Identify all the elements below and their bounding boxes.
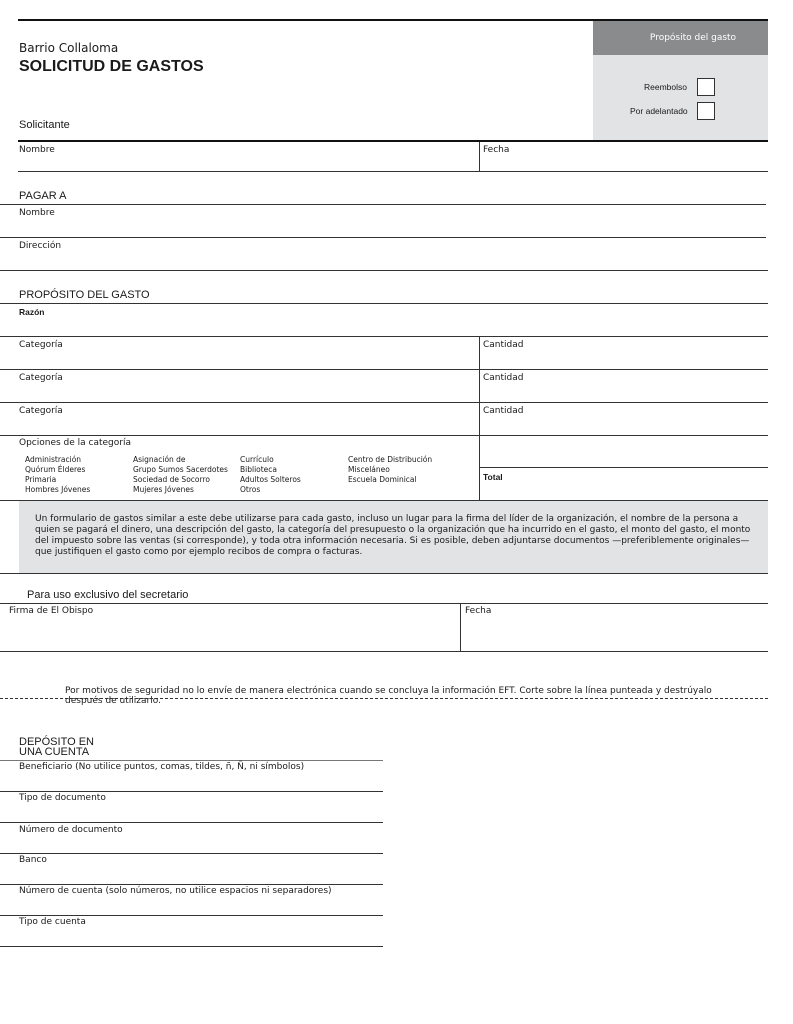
adelantado-label: Por adelantado xyxy=(630,106,688,116)
security-note: Por motivos de seguridad no lo envíe de manera electrónica cuando se concluya la información EFT. Corte sobre la línea punteada y destrúyalo después de utilizarlo. xyxy=(65,686,712,706)
tipo-documento-field[interactable]: Tipo de documento xyxy=(19,793,106,803)
cantidad-field-1[interactable]: Cantidad xyxy=(483,340,524,350)
cantidad-field-2[interactable]: Cantidad xyxy=(483,373,524,383)
option-item: Centro de Distribución xyxy=(348,455,433,464)
deposito-rule xyxy=(0,760,383,761)
deposito-field-rule xyxy=(0,915,383,916)
pagar-a-direccion-field[interactable]: Dirección xyxy=(19,241,62,251)
requester-nombre-field[interactable]: Nombre xyxy=(19,145,55,155)
categoria-field-2[interactable]: Categoría xyxy=(19,373,63,383)
deposito-heading-line2: UNA CUENTA xyxy=(19,746,90,758)
categoria-field-3[interactable]: Categoría xyxy=(19,406,63,416)
purpose-box-title: Propósito del gasto xyxy=(649,33,737,43)
pagar-a-nombre-field[interactable]: Nombre xyxy=(19,208,55,218)
option-item: Biblioteca xyxy=(240,465,278,474)
option-item: Sociedad de Socorro xyxy=(133,475,210,484)
solicitante-heading: Solicitante xyxy=(19,119,70,131)
secretario-rule xyxy=(0,603,768,604)
secretario-fecha-field[interactable]: Fecha xyxy=(465,606,492,616)
beneficiario-field[interactable]: Beneficiario (No utilice puntos, comas, tildes, ñ, Ñ, ni símbolos) xyxy=(19,762,305,772)
categoria-rule-1 xyxy=(0,369,768,370)
option-item: Otros xyxy=(240,485,261,494)
pagar-a-heading: PAGAR A xyxy=(19,190,67,202)
option-item: Adultos Solteros xyxy=(240,475,301,484)
options-column-3 xyxy=(240,455,301,495)
requester-bottom-rule xyxy=(18,171,768,172)
requester-divider xyxy=(479,142,480,172)
options-column-4 xyxy=(348,455,432,485)
deposito-field-rule xyxy=(0,822,383,823)
deposito-field-rule xyxy=(0,946,383,947)
adelantado-checkbox[interactable] xyxy=(697,102,715,120)
option-item: Primaria xyxy=(25,475,57,484)
page-title: SOLICITUD DE GASTOS xyxy=(19,58,204,75)
razon-field[interactable]: Razón xyxy=(19,307,45,317)
notice-bottom-rule xyxy=(0,573,768,574)
razon-rule xyxy=(0,336,768,337)
option-item: Administración xyxy=(25,455,82,464)
secretario-divider xyxy=(460,603,461,651)
pagar-a-direccion-rule xyxy=(0,270,768,271)
deposito-field-rule xyxy=(0,853,383,854)
options-column-2 xyxy=(133,455,228,495)
options-column-1 xyxy=(25,455,90,495)
option-item: Escuela Dominical xyxy=(348,475,417,484)
pagar-a-rule xyxy=(0,204,766,205)
proposito-heading: PROPÓSITO DEL GASTO xyxy=(19,289,150,301)
deposito-field-rule xyxy=(0,791,383,792)
cantidad-field-3[interactable]: Cantidad xyxy=(483,406,524,416)
option-item: Hombres Jóvenes xyxy=(25,485,91,494)
opciones-label: Opciones de la categoría xyxy=(19,438,131,448)
deposito-field-rule xyxy=(0,884,383,885)
option-item: Misceláneo xyxy=(348,465,390,474)
tipo-cuenta-field[interactable]: Tipo de cuenta xyxy=(19,917,86,927)
pagar-a-nombre-rule xyxy=(0,237,766,238)
numero-documento-field[interactable]: Número de documento xyxy=(19,825,123,835)
option-item: Asignación de xyxy=(133,455,186,464)
numero-cuenta-field[interactable]: Número de cuenta (solo números, no utilice espacios ni separadores) xyxy=(19,886,332,896)
cut-line xyxy=(0,698,768,699)
notice-text: Un formulario de gastos similar a este debe utilizarse para cada gasto, incluso un lugar para la firma del líder de la organización, el nombre de la persona a quien se pagará el dinero, una descripción del gasto, la categoría del presupuesto o la organización que ha incurrido en el gasto, el monto del gasto, el monto del impuesto sobre las ventas (si corresponde), y toda otra información necesaria. Si es posible, deben adjuntarse documentos —preferiblemente originales— que justifiquen el gasto como por ejemplo recibos de compra o facturas. xyxy=(35,514,751,557)
option-item: Currículo xyxy=(240,455,274,464)
secretario-heading: Para uso exclusivo del secretario xyxy=(27,589,189,601)
categoria-rule-3 xyxy=(0,435,768,436)
secretario-bottom-rule xyxy=(0,651,768,652)
requester-fecha-field[interactable]: Fecha xyxy=(483,145,510,155)
banco-field[interactable]: Banco xyxy=(19,855,47,865)
option-item: Mujeres Jóvenes xyxy=(133,485,194,494)
cantidad-column-divider xyxy=(479,336,480,501)
reembolso-label: Reembolso xyxy=(644,82,687,92)
categoria-field-1[interactable]: Categoría xyxy=(19,340,63,350)
total-top-rule xyxy=(479,467,768,468)
deposito-heading-line1: DEPÓSITO EN xyxy=(19,736,94,748)
reembolso-checkbox[interactable] xyxy=(697,78,715,96)
total-field[interactable]: Total xyxy=(483,472,503,482)
proposito-rule xyxy=(0,303,768,304)
option-item: Quórum Élderes xyxy=(25,465,86,474)
categoria-rule-2 xyxy=(0,402,768,403)
org-name: Barrio Collaloma xyxy=(19,41,119,55)
firma-obispo-field[interactable]: Firma de El Obispo xyxy=(9,606,94,616)
requester-top-rule xyxy=(18,140,768,142)
option-item: Grupo Sumos Sacerdotes xyxy=(133,465,228,474)
